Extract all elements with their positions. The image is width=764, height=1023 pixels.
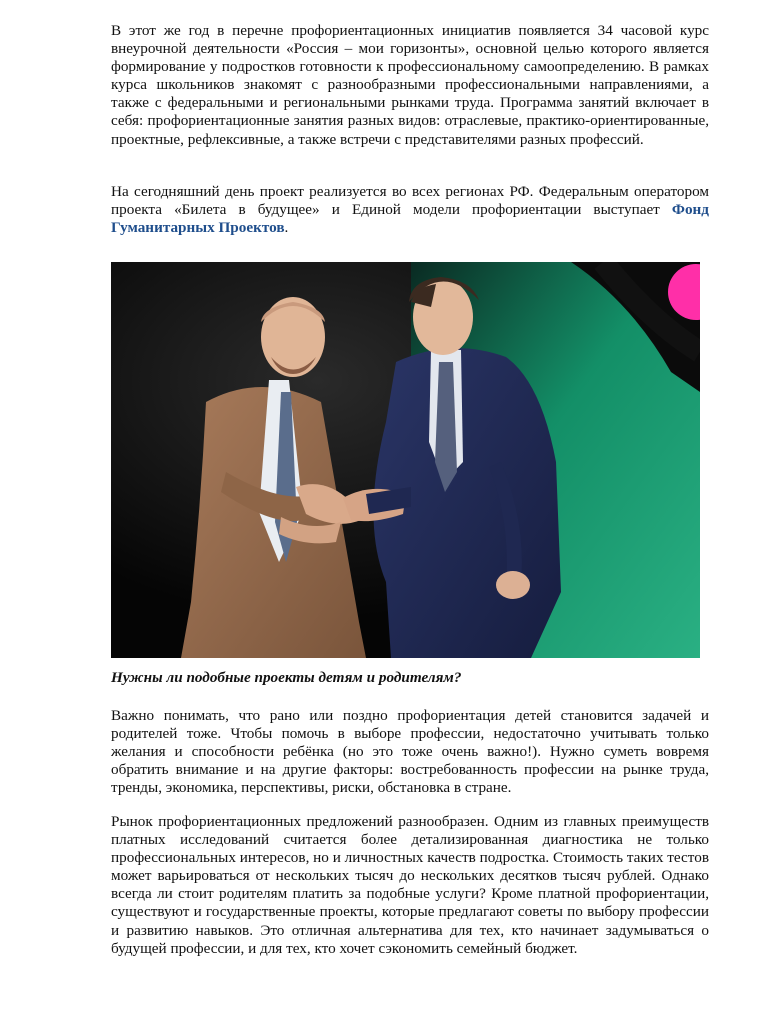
fund-link[interactable]: Фонд Гуманитарных Проектов <box>111 201 709 237</box>
paragraph-project-operator-text: На сегодняшний день проект реализуется во всех регионах РФ. Федеральным оператором проекта «Билета в будущее» и Единой модели профориентации выступает <box>111 183 709 219</box>
paragraph-market-options: Рынок профориентационных предложений разнообразен. Одним из главных преимуществ платных исследований считается более детализированная диагностика не только профессиональных интересов, но и личностных качеств подростка. Стоимость таких тестов может варьироваться от нескольких тысяч до нескольких десятков тысяч рублей. Однако всегда ли стоит родителям платить за подобные услуги? Кроме платной профориентации, существуют и государственные проекты, которые предлагают советы по выбору профессии и развитию навыков. Это отличная альтернатива для тех, кто начинает задумываться о будущей профессии, и для тех, кто хочет сэкономить семейный бюджет. <box>111 813 709 957</box>
handshake-photo <box>111 262 700 658</box>
paragraph-project-operator <box>111 183 709 237</box>
handshake-photo-illustration <box>111 262 700 658</box>
section-heading: Нужны ли подобные проекты детям и родителям? <box>111 669 462 686</box>
paragraph-course-description: В этот же год в перечне профориентационных инициатив появляется 34 часовой курс внеурочной деятельности «Россия – мои горизонты», основной целью которого является формирование у подростков готовности к профессиональному самоопределению. В рамках курса школьников знакомят с разнообразными профессиональными направлениями, а также с федеральными и региональными рынками труда. Программа занятий включает в себя: профориентационные занятия разных видов: отраслевые, практико-ориентированные, проектные, рефлексивные, а также встречи с представителями разных профессий. <box>111 22 709 148</box>
paragraph-project-operator-end: . <box>284 219 289 237</box>
paragraph-parents-role: Важно понимать, что рано или поздно профориентация детей становится задачей и родителей тоже. Чтобы помочь в выборе профессии, недостаточно учитывать только желания и способности ребёнка (но это тоже очень важно!). Нужно суметь вовремя обратить внимание и на другие факторы: востребованность профессии на рынке труда, тренды, экономика, перспективы, риски, обстановка в стране. <box>111 707 709 797</box>
